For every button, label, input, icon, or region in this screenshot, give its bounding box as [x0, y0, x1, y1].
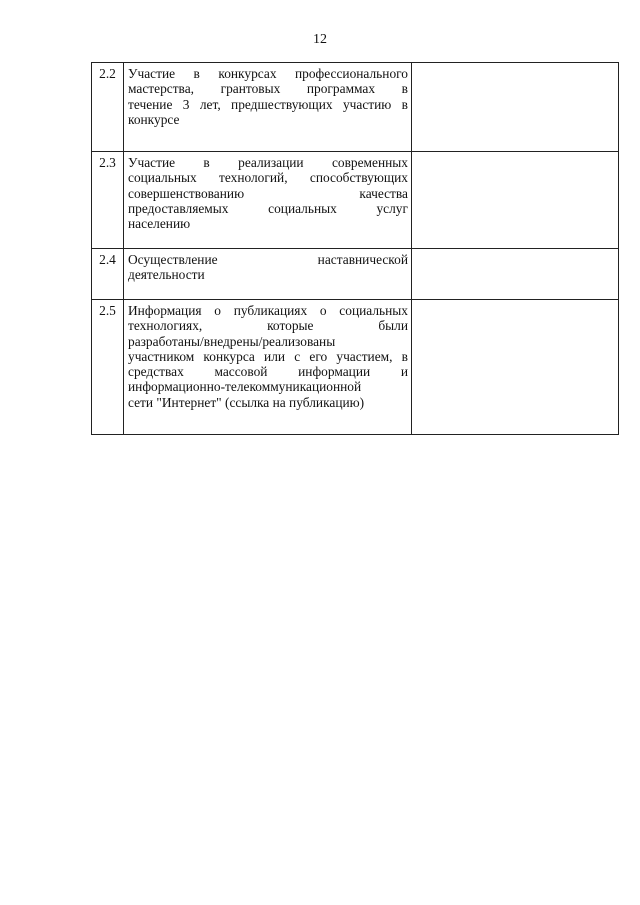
table-row — [92, 300, 619, 435]
row-number: 2.2 — [92, 63, 124, 152]
description-line: участником конкурса или с его участием, в — [128, 348, 408, 364]
description-line: совершенствованию качества — [128, 185, 408, 201]
table-row — [92, 63, 619, 152]
row-number: 2.3 — [92, 152, 124, 249]
description-line: разработаны/внедрены/реализованы — [128, 333, 336, 349]
row-description — [124, 249, 412, 300]
table-row — [92, 152, 619, 249]
row-description — [124, 152, 412, 249]
description-line: Участие в конкурсах профессионального — [128, 66, 408, 81]
description-line: конкурсе — [128, 111, 180, 127]
description-line: Участие в реализации современных — [128, 155, 408, 170]
description-line: предоставляемых социальных услуг — [128, 200, 408, 216]
description-line: населению — [128, 216, 191, 232]
row-number: 2.5 — [92, 300, 124, 435]
description-line: Осуществление наставнической — [128, 252, 408, 267]
criteria-table — [91, 62, 619, 435]
description-line: деятельности — [128, 267, 205, 283]
description-line: мастерства, грантовых программах в — [128, 81, 408, 97]
description-line: течение 3 лет, предшествующих участию в — [128, 96, 408, 112]
description-line: средствах массовой информации и — [128, 364, 408, 380]
description-line: социальных технологий, способствующих — [128, 170, 408, 186]
description-line: информационно-телекоммуникационной — [128, 379, 362, 395]
description-line: технологиях, которые были — [128, 318, 408, 334]
row-value-cell — [412, 152, 619, 249]
description-line: сети "Интернет" (ссылка на публикацию) — [128, 394, 365, 410]
row-description — [124, 300, 412, 435]
row-value-cell — [412, 300, 619, 435]
row-value-cell — [412, 63, 619, 152]
row-value-cell — [412, 249, 619, 300]
table-row — [92, 249, 619, 300]
row-description — [124, 63, 412, 152]
row-number: 2.4 — [92, 249, 124, 300]
page-number: 12 — [313, 32, 327, 47]
description-line: Информация о публикациях о социальных — [128, 303, 408, 318]
